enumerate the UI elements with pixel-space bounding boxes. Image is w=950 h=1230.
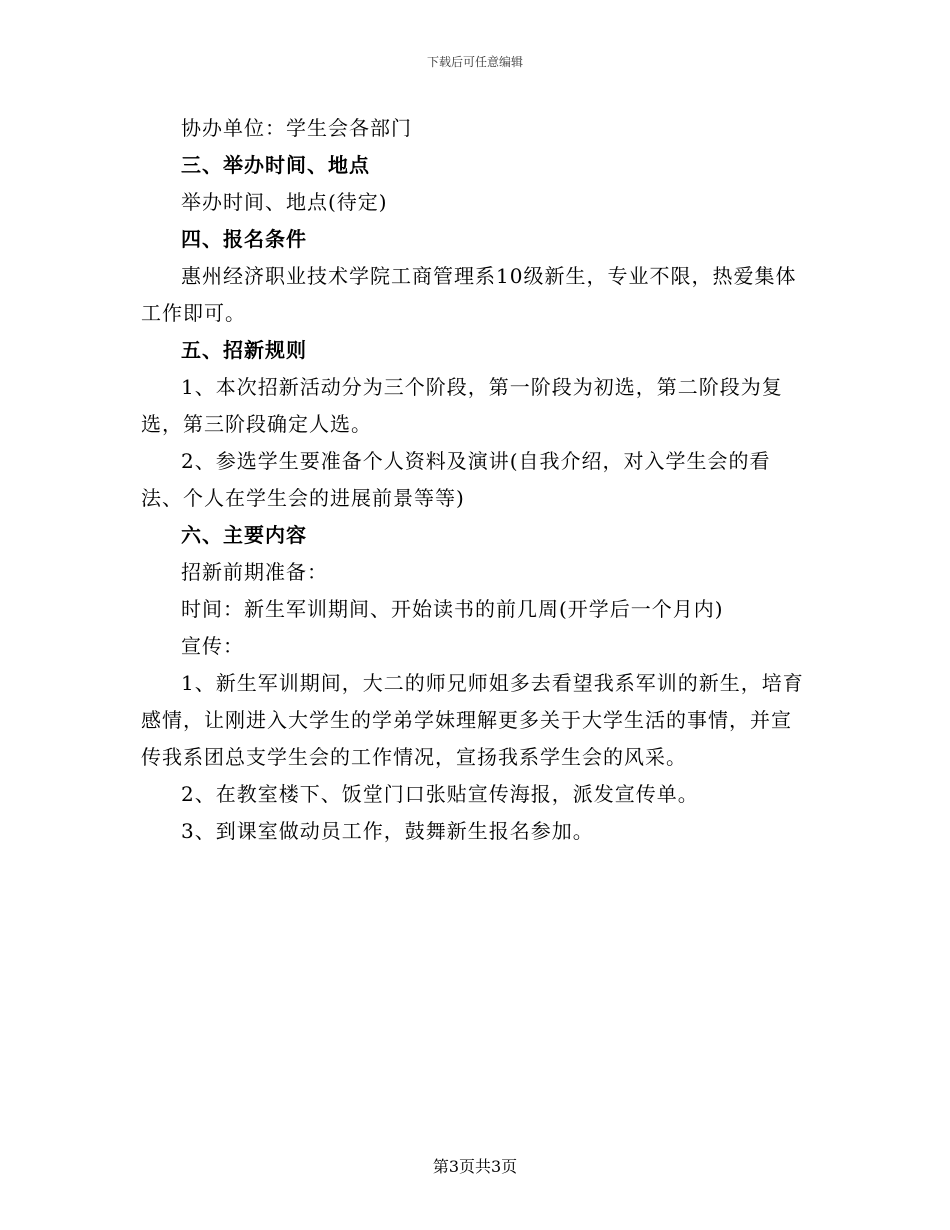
heading-time-place: 三、举办时间、地点 [181, 153, 370, 177]
paragraph-rule-2: 2、参选学生要准备个人资料及演讲(自我介绍，对入学生会的看法、个人在学生会的进展前景等等) [141, 449, 771, 510]
heading-main-content: 六、主要内容 [181, 523, 307, 547]
paragraph-co-organizer: 协办单位：学生会各部门 [181, 116, 412, 140]
paragraph-requirements: 惠州经济职业技术学院工商管理系10级新生，专业不限，热爱集体工作即可。 [141, 264, 797, 325]
paragraph-publicity-3: 3、到课室做动员工作，鼓舞新生报名参加。 [181, 819, 594, 843]
paragraph-time-place: 举办时间、地点(待定) [181, 190, 388, 214]
heading-rules: 五、招新规则 [181, 338, 307, 362]
paragraph-time: 时间：新生军训期间、开始读书的前几周(开学后一个月内) [181, 597, 724, 621]
paragraph-publicity-1: 1、新生军训期间，大二的师兄师姐多去看望我系军训的新生，培育感情，让刚进入大学生的学弟学妹理解更多关于大学生活的事情，并宣传我系团总支学生会的工作情况，宣扬我系学生会的风采。 [141, 671, 804, 769]
paragraph-publicity-2: 2、在教室楼下、饭堂门口张贴宣传海报，派发宣传单。 [181, 782, 699, 806]
paragraph-rule-1: 1、本次招新活动分为三个阶段，第一阶段为初选，第二阶段为复选，第三阶段确定人选。 [141, 375, 783, 436]
document-body [141, 110, 811, 850]
header-note: 下载后可任意编辑 [426, 55, 523, 69]
paragraph-preparation: 招新前期准备： [181, 560, 328, 584]
page-number: 第3页共3页 [432, 1157, 518, 1176]
heading-requirements: 四、报名条件 [181, 227, 307, 251]
paragraph-publicity: 宣传： [181, 634, 244, 658]
